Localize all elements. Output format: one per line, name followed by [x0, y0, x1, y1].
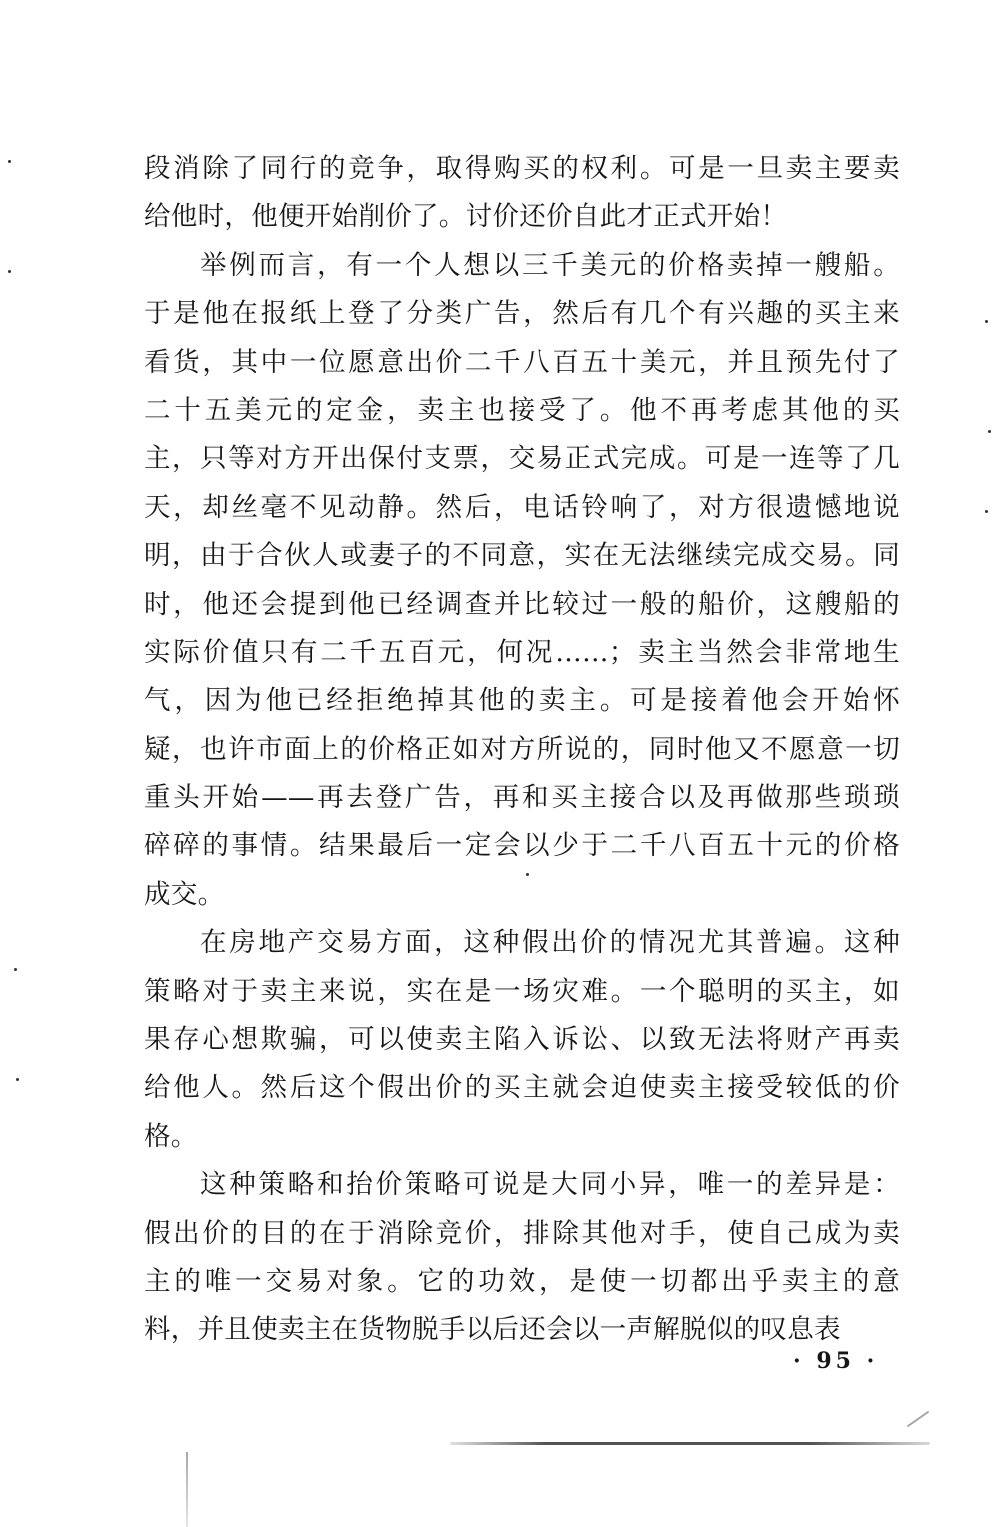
text-line: 主，只等对方开出保付支票，交易正式完成。可是一连等了几 — [144, 443, 900, 475]
text-line: 果存心想欺骗，可以使卖主陷入诉讼、以致无法将财产再卖 — [144, 1024, 900, 1056]
scan-edge-line — [450, 1442, 930, 1445]
text-line: 策略对于卖主来说，实在是一场灾难。一个聪明的买主，如 — [144, 975, 900, 1007]
text-line: 气，因为他已经拒绝掉其他的卖主。可是接着他会开始怀 — [144, 685, 900, 717]
text-line: 假出价的目的在于消除竞价，排除其他对手，使自己成为卖 — [144, 1217, 900, 1249]
scan-speck — [14, 968, 17, 971]
text-line: 明，由于合伙人或妻子的不同意，实在无法继续完成交易。同 — [144, 540, 900, 572]
text-line: 重头开始——再去登广告，再和买主接合以及再做那些琐琐 — [144, 782, 900, 814]
scan-speck — [988, 430, 991, 433]
text-line: 碎碎的事情。结果最后一定会以少于二千八百五十元的价格 — [144, 830, 900, 862]
text-line: 天，却丝毫不见动静。然后，电话铃响了，对方很遗憾地说 — [144, 491, 900, 523]
text-line: 给他时，他便开始削价了。讨价还价自此才正式开始！ — [144, 201, 788, 233]
text-line: 疑，也许市面上的价格正如对方所说的，同时他又不愿意一切 — [144, 733, 900, 765]
text-line: 在房地产交易方面，这种假出价的情况尤其普遍。这种 — [200, 927, 900, 959]
text-line: 给他人。然后这个假出价的买主就会迫使卖主接受较低的价 — [144, 1072, 900, 1104]
scan-speck — [16, 1078, 19, 1081]
text-line: 举例而言，有一个人想以三千美元的价格卖掉一艘船。 — [200, 249, 900, 281]
scan-speck — [8, 160, 11, 163]
text-line: 于是他在报纸上登了分类广告，然后有几个有兴趣的买主来 — [144, 298, 900, 330]
scan-speck — [8, 270, 11, 273]
scan-binding-mark — [186, 1452, 188, 1527]
text-line: 实际价值只有二千五百元，何况……；卖主当然会非常地生 — [144, 636, 900, 668]
scan-speck — [526, 873, 529, 876]
scan-speck — [985, 510, 988, 513]
body-text — [144, 145, 900, 1355]
text-line: 这种策略和抬价策略可说是大同小异，唯一的差异是： — [200, 1169, 900, 1201]
text-line: 段消除了同行的竞争，取得购买的权利。可是一旦卖主要卖 — [144, 153, 900, 184]
text-line: 格。 — [144, 1120, 198, 1152]
text-line: 看货，其中一位愿意出价二千八百五十美元，并且预先付了 — [144, 346, 900, 378]
text-line: 二十五美元的定金，卖主也接受了。他不再考虑其他的买 — [144, 394, 900, 426]
text-line: 成交。 — [144, 878, 225, 910]
text-line: 主的唯一交易对象。它的功效，是使一切都出乎卖主的意 — [144, 1265, 900, 1297]
text-line: 料，并且使卖主在货物脱手以后还会以一声解脱似的叹息表 — [144, 1314, 841, 1346]
scan-speck — [985, 320, 988, 323]
scan-stroke-mark — [907, 1411, 929, 1428]
page-number: · 95 · — [793, 1348, 879, 1374]
text-line: 时，他还会提到他已经调查并比较过一般的船价，这艘船的 — [144, 588, 900, 620]
